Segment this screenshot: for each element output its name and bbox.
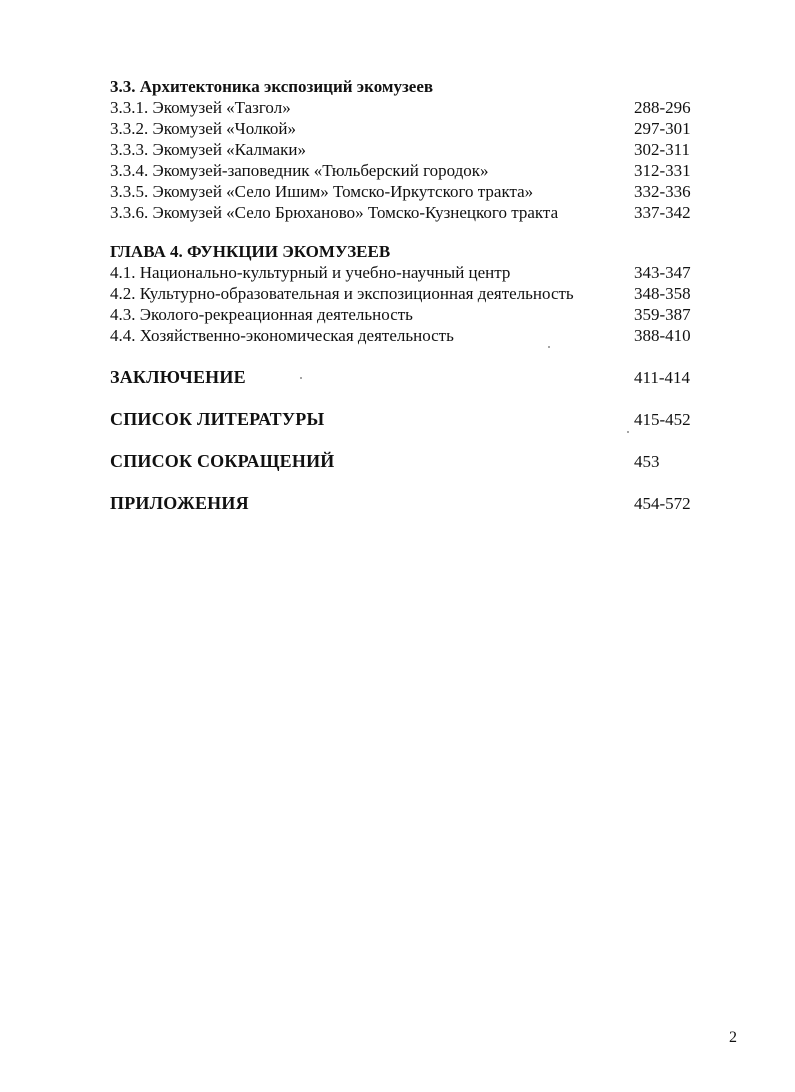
toc-entry-title: ПРИЛОЖЕНИЯ (110, 493, 249, 513)
toc-entry-4-3[interactable] (110, 304, 700, 325)
scan-speck (627, 431, 629, 433)
toc-entry-pages: 343-347 (634, 263, 691, 282)
toc-entry-conclusion[interactable] (110, 367, 700, 388)
toc-entry-title: 4.4. Хозяйственно-экономическая деятельность (110, 326, 454, 345)
toc-entry-title: СПИСОК СОКРАЩЕНИЙ (110, 451, 335, 471)
toc-entry-3-3-1[interactable] (110, 97, 700, 118)
toc-entry-pages: 454-572 (634, 494, 691, 513)
toc-entry-3-3-4[interactable] (110, 160, 700, 181)
toc-entry-references[interactable] (110, 409, 700, 430)
toc-entry-pages: 302-311 (634, 140, 691, 159)
toc-entry-3-3-5[interactable] (110, 181, 700, 202)
toc-entry-pages: 415-452 (634, 410, 691, 429)
toc-entry-title: 4.1. Национально-культурный и учебно-научный центр (110, 263, 511, 282)
toc-entry-title: 3.3.3. Экомузей «Калмаки» (110, 140, 306, 159)
section-3-3-heading: 3.3. Архитектоника экспозиций экомузеев (110, 77, 434, 96)
toc-entry-pages: 297-301 (634, 119, 691, 138)
chapter-4-heading: ГЛАВА 4. ФУНКЦИИ ЭКОМУЗЕЕВ (110, 242, 391, 261)
toc-entry-4-2[interactable] (110, 283, 700, 304)
scan-speck (548, 346, 550, 348)
toc-entry-title: 3.3.4. Экомузей-заповедник «Тюльберский городок» (110, 161, 489, 180)
toc-entry-pages: 337-342 (634, 203, 691, 222)
toc-entry-title: СПИСОК ЛИТЕРАТУРЫ (110, 409, 325, 429)
toc-entry-title: 4.2. Культурно-образовательная и экспозиционная деятельность (110, 284, 574, 303)
toc-entry-title: ЗАКЛЮЧЕНИЕ (110, 367, 246, 387)
toc-entry-pages: 348-358 (634, 284, 691, 303)
toc-entry-title: 3.3.5. Экомузей «Село Ишим» Томско-Иркутского тракта» (110, 182, 534, 201)
toc-entry-title: 3.3.6. Экомузей «Село Брюханово» Томско-Кузнецкого тракта (110, 203, 559, 222)
toc-entry-4-4[interactable] (110, 325, 700, 346)
toc-entry-3-3-2[interactable] (110, 118, 700, 139)
toc-entry-pages: 312-331 (634, 161, 691, 180)
table-of-contents (110, 76, 700, 514)
toc-entry-pages: 411-414 (634, 368, 691, 387)
page-number: 2 (729, 1029, 737, 1046)
toc-entry-pages: 288-296 (634, 98, 691, 117)
toc-entry-pages: 388-410 (634, 326, 691, 345)
toc-entry-title: 4.3. Эколого-рекреационная деятельность (110, 305, 413, 324)
toc-entry-pages: 453 (634, 452, 660, 471)
toc-entry-abbreviations[interactable] (110, 451, 700, 472)
toc-entry-title: 3.3.2. Экомузей «Чолкой» (110, 119, 296, 138)
toc-entry-title: 3.3.1. Экомузей «Тазгол» (110, 98, 291, 117)
toc-entry-4-1[interactable] (110, 262, 700, 283)
toc-entry-pages: 332-336 (634, 182, 691, 201)
toc-entry-3-3-6[interactable] (110, 202, 700, 223)
scan-speck (300, 377, 302, 379)
toc-entry-3-3-3[interactable] (110, 139, 700, 160)
toc-entry-pages: 359-387 (634, 305, 691, 324)
toc-entry-appendices[interactable] (110, 493, 700, 514)
